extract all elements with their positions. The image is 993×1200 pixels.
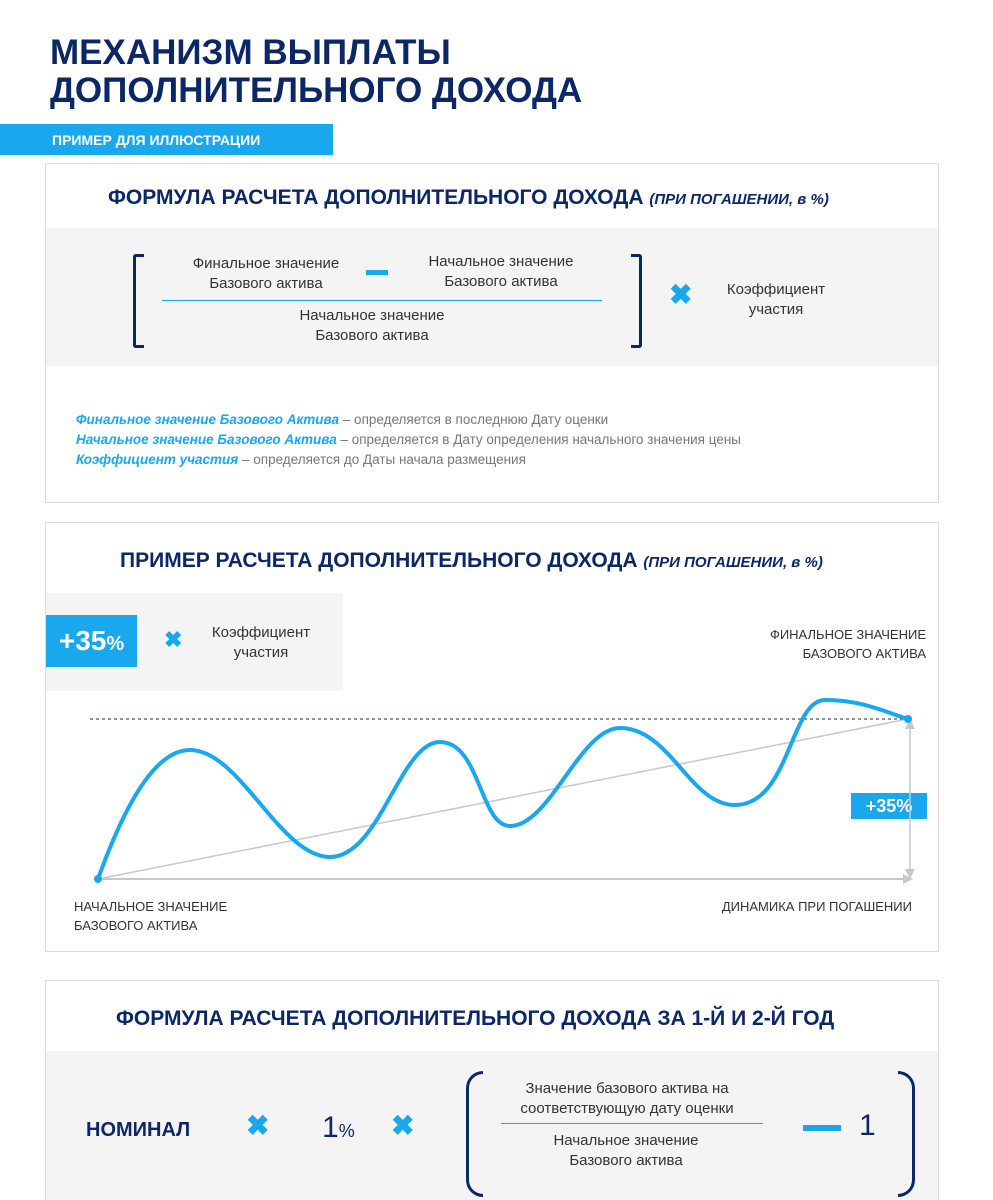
multiply-icon: ✖	[164, 627, 183, 652]
bracket-left	[466, 1071, 483, 1197]
value-badge: +35%	[46, 615, 137, 667]
fraction-line	[501, 1123, 763, 1124]
rate-pct: %	[338, 1121, 355, 1141]
initial-label: НАЧАЛЬНОЕ ЗНАЧЕНИЕ БАЗОВОГО АКТИВА	[74, 899, 228, 933]
final-value-text: Финальное значение Базового актива	[192, 255, 340, 292]
card-title: ПРИМЕР РАСЧЕТА ДОПОЛНИТЕЛЬНОГО ДОХОДА (ПРИ ПОГАШЕНИИ, в %)	[120, 549, 823, 572]
yearly-formula-card	[45, 980, 939, 1200]
trend-line	[98, 719, 908, 879]
initial-value-text: Начальное значение Базового актива	[428, 253, 574, 290]
definition: Финальное значение Базового Актива – определяется в последнюю Дату оценки	[76, 412, 609, 427]
axis-label: ДИНАМИКА ПРИ ПОГАШЕНИИ	[721, 899, 912, 914]
final-label: ФИНАЛЬНОЕ ЗНАЧЕНИЕ БАЗОВОГО АКТИВА	[769, 627, 926, 661]
asset-price-curve	[98, 700, 908, 879]
denominator-text: Начальное значение Базового актива	[553, 1132, 699, 1169]
multiply-icon: ✖	[391, 1110, 415, 1141]
bracket-right	[898, 1071, 915, 1197]
multiply-icon: ✖	[669, 279, 693, 310]
title-line: ДОПОЛНИТЕЛЬНОГО ДОХОДА	[50, 71, 583, 110]
coef-text: Коэффициент участия	[726, 281, 826, 318]
definition: Коэффициент участия – определяется до Даты начала размещения	[76, 452, 526, 467]
nominal-text: НОМИНАЛ	[86, 1119, 191, 1141]
formula-band	[46, 1051, 938, 1200]
numerator-text: Значение базового актива на соответствующую дату оценки	[520, 1080, 734, 1117]
end-point	[904, 715, 912, 723]
card-title: ФОРМУЛА РАСЧЕТА ДОПОЛНИТЕЛЬНОГО ДОХОДА (ПРИ ПОГАШЕНИИ, в %)	[108, 186, 829, 209]
definition: Начальное значение Базового Актива – определяется в Дату определения начального значения цены	[76, 432, 741, 447]
coef-text: Коэффициент участия	[211, 624, 311, 661]
start-point	[94, 875, 102, 883]
initial-value-denominator: Начальное значение Базового актива	[299, 307, 445, 344]
rate-value: 1	[322, 1111, 339, 1144]
ribbon-label: ПРИМЕР ДЛЯ ИЛЛЮСТРАЦИИ	[52, 132, 261, 148]
one-value: 1	[859, 1109, 876, 1142]
title-line: МЕХАНИЗМ ВЫПЛАТЫ	[50, 33, 451, 72]
multiply-icon: ✖	[246, 1110, 270, 1141]
minus-icon	[803, 1125, 841, 1131]
card-title: ФОРМУЛА РАСЧЕТА ДОПОЛНИТЕЛЬНОГО ДОХОДА ЗА 1-Й И 2-Й ГОД	[116, 1007, 835, 1030]
delta-badge: +35%	[851, 793, 927, 819]
